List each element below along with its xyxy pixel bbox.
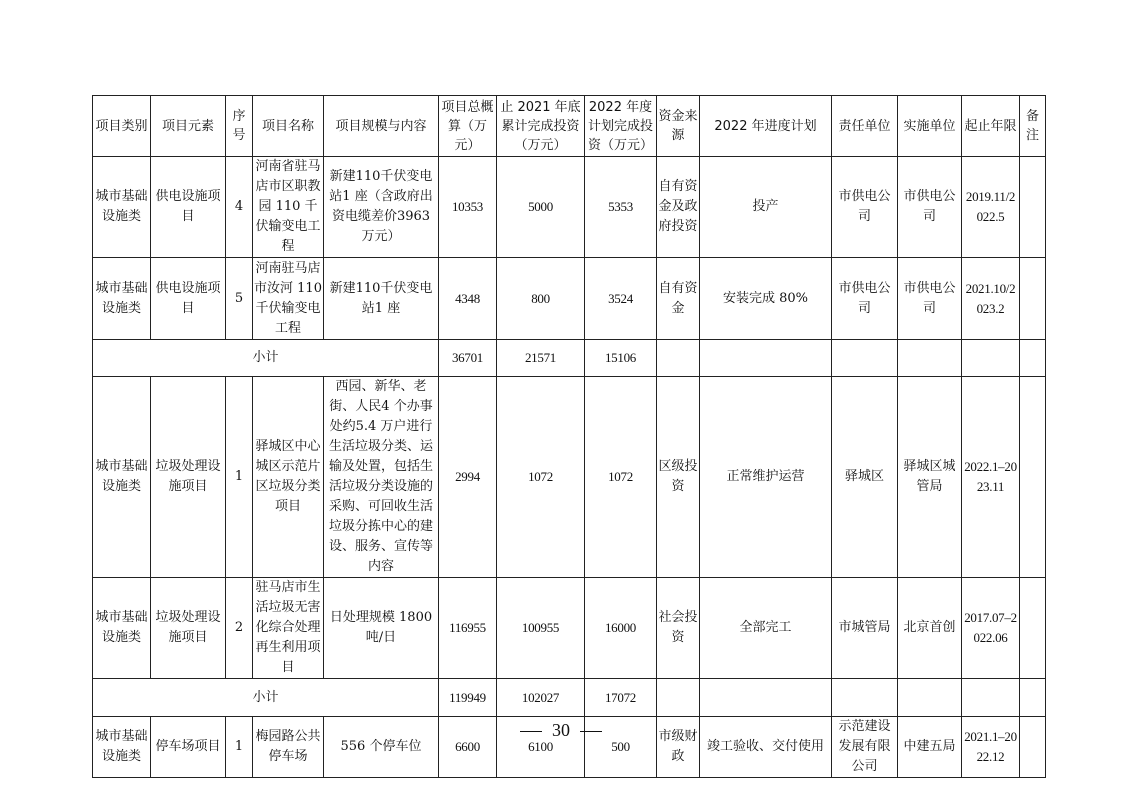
header-remark: 备注 xyxy=(1020,96,1046,157)
cell-element: 供电设施项目 xyxy=(151,157,226,258)
cell-remark xyxy=(1020,157,1046,258)
cell-impl: 市供电公司 xyxy=(898,258,962,340)
cell-cum2021: 800 xyxy=(497,258,585,340)
cell-total: 10353 xyxy=(439,157,497,258)
cell-category: 城市基础设施类 xyxy=(93,157,151,258)
cell-name: 驻马店市生活垃圾无害化综合处理再生利用项目 xyxy=(253,578,324,679)
cell-plan2022: 500 xyxy=(585,717,657,778)
cell-seq: 4 xyxy=(226,157,253,258)
cell-cum2021: 5000 xyxy=(497,157,585,258)
cell-period: 2022.1–2023.11 xyxy=(962,377,1020,578)
subtotal-label: 小计 xyxy=(93,340,439,377)
cell-progress: 全部完工 xyxy=(700,578,832,679)
cell-impl: 市供电公司 xyxy=(898,157,962,258)
cell-resp: 市供电公司 xyxy=(832,258,898,340)
cell-resp: 示范建设发展有限公司 xyxy=(832,717,898,778)
cell-total: 2994 xyxy=(439,377,497,578)
header-row xyxy=(93,96,1046,157)
cell-category: 城市基础设施类 xyxy=(93,377,151,578)
header-impl: 实施单位 xyxy=(898,96,962,157)
cell-plan2022: 5353 xyxy=(585,157,657,258)
cell-scale: 西园、新华、老街、人民4 个办事处约5.4 万户进行生活垃圾分类、运输及处置，包括生活垃圾分类设施的采购、可回收生活垃圾分拣中心的建设、服务、宣传等内容 xyxy=(324,377,439,578)
cell-remark xyxy=(1020,377,1046,578)
cell-category: 城市基础设施类 xyxy=(93,717,151,778)
subtotal-plan2022: 15106 xyxy=(585,340,657,377)
cell-element: 供电设施项目 xyxy=(151,258,226,340)
header-resp: 责任单位 xyxy=(832,96,898,157)
cell-total: 6600 xyxy=(439,717,497,778)
page-footer xyxy=(0,720,1122,741)
cell-impl: 北京首创 xyxy=(898,578,962,679)
cell-element: 垃圾处理设施项目 xyxy=(151,377,226,578)
cell-resp: 市城管局 xyxy=(832,578,898,679)
header-progress: 2022 年进度计划 xyxy=(700,96,832,157)
cell-seq: 2 xyxy=(226,578,253,679)
cell-seq: 1 xyxy=(226,717,253,778)
cell-fund: 区级投资 xyxy=(657,377,700,578)
cell-name: 河南省驻马店市区职教园 110 千伏输变电工程 xyxy=(253,157,324,258)
cell-name: 驿城区中心城区示范片区垃圾分类项目 xyxy=(253,377,324,578)
cell-seq: 1 xyxy=(226,377,253,578)
cell-scale: 新建110千伏变电站1 座（含政府出资电缆差价3963 万元） xyxy=(324,157,439,258)
footer-dash-right xyxy=(580,731,602,732)
cell-resp: 市供电公司 xyxy=(832,157,898,258)
cell-period: 2021.10/2023.2 xyxy=(962,258,1020,340)
cell-progress: 投产 xyxy=(700,157,832,258)
table-row xyxy=(93,157,1046,258)
cell-impl: 中建五局 xyxy=(898,717,962,778)
header-element: 项目元素 xyxy=(151,96,226,157)
cell-remark xyxy=(1020,578,1046,679)
header-scale: 项目规模与内容 xyxy=(324,96,439,157)
cell-element: 垃圾处理设施项目 xyxy=(151,578,226,679)
header-cum2021: 止 2021 年底累计完成投资（万元） xyxy=(497,96,585,157)
cell-category: 城市基础设施类 xyxy=(93,578,151,679)
header-name: 项目名称 xyxy=(253,96,324,157)
cell-progress: 正常维护运营 xyxy=(700,377,832,578)
cell-cum2021: 6100 xyxy=(497,717,585,778)
cell-seq: 5 xyxy=(226,258,253,340)
cell-scale: 556 个停车位 xyxy=(324,717,439,778)
table-row xyxy=(93,578,1046,679)
footer-dash-left xyxy=(520,731,542,732)
cell-period: 2017.07–2022.06 xyxy=(962,578,1020,679)
subtotal-total: 119949 xyxy=(439,679,497,717)
cell-element: 停车场项目 xyxy=(151,717,226,778)
table-row xyxy=(93,258,1046,340)
cell-name: 河南驻马店市汝河 110 千伏输变电工程 xyxy=(253,258,324,340)
project-table xyxy=(92,95,1046,778)
cell-remark xyxy=(1020,258,1046,340)
cell-impl: 驿城区城管局 xyxy=(898,377,962,578)
header-total: 项目总概算（万元） xyxy=(439,96,497,157)
cell-name: 梅园路公共停车场 xyxy=(253,717,324,778)
cell-cum2021: 100955 xyxy=(497,578,585,679)
cell-period: 2019.11/2022.5 xyxy=(962,157,1020,258)
subtotal-row xyxy=(93,679,1046,717)
cell-plan2022: 3524 xyxy=(585,258,657,340)
header-period: 起止年限 xyxy=(962,96,1020,157)
cell-category: 城市基础设施类 xyxy=(93,258,151,340)
subtotal-row xyxy=(93,340,1046,377)
cell-progress: 竣工验收、交付使用 xyxy=(700,717,832,778)
cell-plan2022: 1072 xyxy=(585,377,657,578)
cell-resp: 驿城区 xyxy=(832,377,898,578)
header-seq: 序号 xyxy=(226,96,253,157)
subtotal-cum2021: 102027 xyxy=(497,679,585,717)
header-fund: 资金来源 xyxy=(657,96,700,157)
cell-progress: 安装完成 80% xyxy=(700,258,832,340)
header-plan2022: 2022 年度计划完成投资（万元） xyxy=(585,96,657,157)
header-category: 项目类别 xyxy=(93,96,151,157)
cell-fund: 市级财政 xyxy=(657,717,700,778)
cell-scale: 日处理规模 1800 吨/日 xyxy=(324,578,439,679)
subtotal-plan2022: 17072 xyxy=(585,679,657,717)
cell-period: 2021.1–2022.12 xyxy=(962,717,1020,778)
cell-fund: 社会投资 xyxy=(657,578,700,679)
cell-cum2021: 1072 xyxy=(497,377,585,578)
subtotal-cum2021: 21571 xyxy=(497,340,585,377)
cell-fund: 自有资金及政府投资 xyxy=(657,157,700,258)
table-row xyxy=(93,377,1046,578)
subtotal-total: 36701 xyxy=(439,340,497,377)
cell-fund: 自有资金 xyxy=(657,258,700,340)
subtotal-label: 小计 xyxy=(93,679,439,717)
cell-total: 116955 xyxy=(439,578,497,679)
cell-total: 4348 xyxy=(439,258,497,340)
cell-plan2022: 16000 xyxy=(585,578,657,679)
cell-scale: 新建110千伏变电站1 座 xyxy=(324,258,439,340)
page-number: 30 xyxy=(552,720,570,740)
